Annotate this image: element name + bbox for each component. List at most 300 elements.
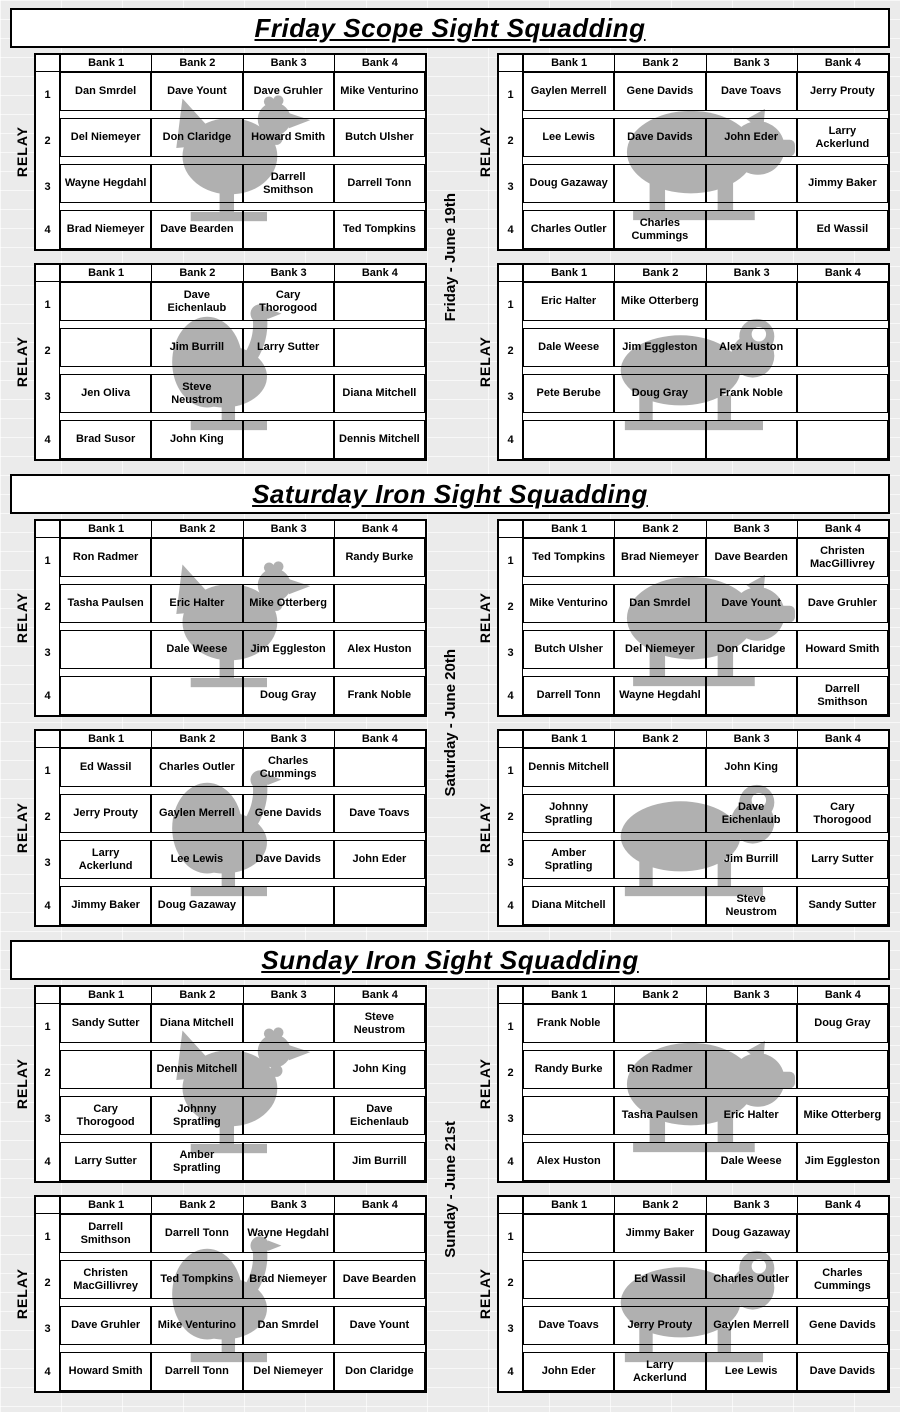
bank-header: Bank 1 <box>60 1197 151 1214</box>
shooter-cell <box>243 1142 334 1181</box>
squad-grid <box>499 987 888 1181</box>
shooter-cell: Butch Ulsher <box>523 630 614 669</box>
relay-number: 4 <box>36 1352 60 1391</box>
shooter-cell: Doug Gray <box>797 1004 888 1043</box>
shooter-cell <box>243 374 334 413</box>
shooter-cell: Sandy Sutter <box>797 886 888 925</box>
shooter-cell <box>334 748 425 787</box>
shooter-cell: Don Claridge <box>334 1352 425 1391</box>
shooter-cell <box>706 1050 797 1089</box>
relay-axis-label-text: RELAY <box>477 592 493 644</box>
bank-header: Bank 4 <box>797 987 888 1004</box>
row-gap <box>523 577 888 584</box>
shooter-cell: Darrell Smithson <box>60 1214 151 1253</box>
shooter-cell: Charles Outler <box>523 210 614 249</box>
shooter-cell: Eric Halter <box>523 282 614 321</box>
corner-cell <box>499 1197 523 1214</box>
bank-header: Bank 2 <box>614 521 705 538</box>
squad-table <box>497 53 890 251</box>
relay-axis-label <box>10 263 34 461</box>
relay-number: 1 <box>36 1214 60 1260</box>
row-gap <box>60 1135 425 1142</box>
row-gap <box>523 367 888 374</box>
corner-cell <box>36 265 60 282</box>
shooter-cell: Dan Smrdel <box>614 584 705 623</box>
row-gap <box>60 1043 425 1050</box>
shooter-cell: Ed Wassil <box>60 748 151 787</box>
shooter-cell <box>614 886 705 925</box>
shooter-cell: Diana Mitchell <box>151 1004 242 1043</box>
shooter-cell: Frank Noble <box>523 1004 614 1043</box>
section-title: Sunday Iron Sight Squadding <box>261 944 639 975</box>
shooter-cell <box>334 584 425 623</box>
bank-header: Bank 1 <box>523 987 614 1004</box>
squad-table-saturday-upper-left <box>10 519 427 717</box>
squad-table-sunday-upper-left <box>10 985 427 1183</box>
row-gap <box>523 1089 888 1096</box>
squad-table <box>497 985 890 1183</box>
row-gap <box>523 157 888 164</box>
row-gap <box>60 1089 425 1096</box>
relay-number: 1 <box>499 282 523 328</box>
relay-number: 2 <box>36 794 60 840</box>
shooter-cell: Jerry Prouty <box>60 794 151 833</box>
row-gap <box>523 321 888 328</box>
shooter-cell <box>706 210 797 249</box>
relay-axis-label-text: RELAY <box>14 336 30 388</box>
shooter-cell: Larry Ackerlund <box>797 118 888 157</box>
row-gap <box>523 833 888 840</box>
row-gap <box>523 111 888 118</box>
bank-header: Bank 4 <box>797 731 888 748</box>
relay-number: 1 <box>36 282 60 328</box>
shooter-cell: Dale Weese <box>523 328 614 367</box>
bank-header: Bank 1 <box>523 265 614 282</box>
row-gap <box>60 879 425 886</box>
section-title-banner <box>10 474 890 514</box>
shooter-cell: Jim Eggleston <box>797 1142 888 1181</box>
shooter-cell: Gene Davids <box>797 1306 888 1345</box>
shooter-cell: Dave Bearden <box>334 1260 425 1299</box>
shooter-cell: Mike Venturino <box>334 72 425 111</box>
shooter-cell: Del Niemeyer <box>60 118 151 157</box>
shooter-cell: Dave Toavs <box>334 794 425 833</box>
shooter-cell: Sandy Sutter <box>60 1004 151 1043</box>
row-gap <box>60 1345 425 1352</box>
shooter-cell: Randy Burke <box>523 1050 614 1089</box>
shooter-cell: Jimmy Baker <box>614 1214 705 1253</box>
shooter-cell: Howard Smith <box>60 1352 151 1391</box>
shooter-cell: Alex Huston <box>334 630 425 669</box>
corner-cell <box>499 521 523 538</box>
squad-table-saturday-lower-right <box>473 729 890 927</box>
bank-header: Bank 3 <box>243 521 334 538</box>
shooter-cell: Cary Thorogood <box>797 794 888 833</box>
shooter-cell <box>60 1050 151 1089</box>
relay-number: 2 <box>499 1260 523 1306</box>
shooter-cell <box>334 1214 425 1253</box>
shooter-cell <box>797 1050 888 1089</box>
shooter-cell: Dave Yount <box>151 72 242 111</box>
shooter-cell <box>797 1214 888 1253</box>
shooter-cell: Dave Gruhler <box>797 584 888 623</box>
shooter-cell: Dave Eichenlaub <box>151 282 242 321</box>
shooter-cell: Gaylen Merrell <box>523 72 614 111</box>
shooter-cell: Charles Cummings <box>797 1260 888 1299</box>
shooter-cell <box>797 328 888 367</box>
shooter-cell: John Eder <box>334 840 425 879</box>
corner-cell <box>36 987 60 1004</box>
shooter-cell: Dennis Mitchell <box>334 420 425 459</box>
shooter-cell <box>614 420 705 459</box>
relay-number: 3 <box>499 374 523 420</box>
shooter-cell: Darrell Smithson <box>797 676 888 715</box>
shooter-cell: Dave Davids <box>243 840 334 879</box>
section-body <box>10 519 890 927</box>
shooter-cell: Cary Thorogood <box>243 282 334 321</box>
corner-cell <box>499 55 523 72</box>
shooter-cell <box>706 164 797 203</box>
row-gap <box>60 111 425 118</box>
relay-axis-label-text: RELAY <box>477 126 493 178</box>
shooter-cell: Gene Davids <box>614 72 705 111</box>
bank-header: Bank 1 <box>523 731 614 748</box>
squad-table-friday-lower-right <box>473 263 890 461</box>
row-gap <box>523 1043 888 1050</box>
row-gap <box>523 787 888 794</box>
row-gap <box>60 413 425 420</box>
relay-number: 2 <box>499 794 523 840</box>
shooter-cell: Jimmy Baker <box>60 886 151 925</box>
shooter-cell: Jim Eggleston <box>243 630 334 669</box>
shooter-cell: Steve Neustrom <box>706 886 797 925</box>
squad-table <box>34 53 427 251</box>
section-saturday <box>10 474 890 927</box>
shooter-cell: Wayne Hegdahl <box>614 676 705 715</box>
shooter-cell <box>243 1096 334 1135</box>
squad-grid <box>36 731 425 925</box>
section-sunday <box>10 940 890 1393</box>
squad-table <box>34 985 427 1183</box>
corner-cell <box>499 265 523 282</box>
bank-header: Bank 1 <box>60 55 151 72</box>
relay-number: 1 <box>499 538 523 584</box>
squad-grid <box>36 987 425 1181</box>
date-strip <box>427 53 473 461</box>
shooter-cell: Jerry Prouty <box>797 72 888 111</box>
bank-header: Bank 3 <box>706 1197 797 1214</box>
row-gap <box>60 157 425 164</box>
bank-header: Bank 2 <box>614 731 705 748</box>
bank-header: Bank 3 <box>706 731 797 748</box>
date-strip <box>427 519 473 927</box>
shooter-cell: Dave Gruhler <box>243 72 334 111</box>
row-gap <box>523 1345 888 1352</box>
squad-table <box>34 1195 427 1393</box>
row-gap <box>523 1253 888 1260</box>
bank-header: Bank 3 <box>706 521 797 538</box>
relay-number: 2 <box>36 584 60 630</box>
right-table-column <box>473 53 890 461</box>
shooter-cell: Dennis Mitchell <box>523 748 614 787</box>
shooter-cell <box>614 794 705 833</box>
relay-number: 2 <box>36 1050 60 1096</box>
squad-grid <box>36 1197 425 1391</box>
shooter-cell <box>334 282 425 321</box>
shooter-cell: Doug Gazaway <box>523 164 614 203</box>
relay-number: 4 <box>36 676 60 715</box>
shooter-cell: Jen Oliva <box>60 374 151 413</box>
relay-number: 2 <box>499 1050 523 1096</box>
relay-number: 2 <box>499 328 523 374</box>
shooter-cell: John King <box>706 748 797 787</box>
section-title: Friday Scope Sight Squadding <box>254 12 646 43</box>
relay-number: 3 <box>499 164 523 210</box>
relay-number: 1 <box>36 748 60 794</box>
row-gap <box>60 203 425 210</box>
shooter-cell: Butch Ulsher <box>334 118 425 157</box>
bank-header: Bank 4 <box>334 731 425 748</box>
relay-number: 3 <box>499 1306 523 1352</box>
shooter-cell: Ted Tompkins <box>523 538 614 577</box>
shooter-cell <box>60 282 151 321</box>
shooter-cell <box>797 374 888 413</box>
relay-axis-label-text: RELAY <box>14 592 30 644</box>
shooter-cell: Jim Burrill <box>151 328 242 367</box>
shooter-cell: Jimmy Baker <box>797 164 888 203</box>
left-table-column <box>10 985 427 1393</box>
shooter-cell: Howard Smith <box>797 630 888 669</box>
squad-grid <box>36 55 425 249</box>
shooter-cell: Darrell Tonn <box>334 164 425 203</box>
corner-cell <box>499 987 523 1004</box>
bank-header: Bank 2 <box>614 1197 705 1214</box>
shooter-cell: Charles Cummings <box>614 210 705 249</box>
relay-axis-label <box>10 729 34 927</box>
shooter-cell: Darrell Tonn <box>523 676 614 715</box>
shooter-cell: Dave Davids <box>614 118 705 157</box>
left-table-column <box>10 519 427 927</box>
shooter-cell <box>243 210 334 249</box>
relay-number: 2 <box>36 118 60 164</box>
bank-header: Bank 4 <box>797 55 888 72</box>
relay-axis-label <box>473 985 497 1183</box>
row-gap <box>60 367 425 374</box>
shooter-cell: Mike Otterberg <box>243 584 334 623</box>
relay-axis-label <box>473 263 497 461</box>
shooter-cell: Mike Venturino <box>523 584 614 623</box>
row-gap <box>60 1253 425 1260</box>
squad-table <box>497 1195 890 1393</box>
shooter-cell: Charles Outler <box>706 1260 797 1299</box>
shooter-cell: Johnny Spratling <box>523 794 614 833</box>
section-title: Saturday Iron Sight Squadding <box>252 478 648 509</box>
relay-number: 3 <box>499 630 523 676</box>
bank-header: Bank 1 <box>60 265 151 282</box>
shooter-cell: Del Niemeyer <box>243 1352 334 1391</box>
shooter-cell: Larry Ackerlund <box>60 840 151 879</box>
shooter-cell: Ted Tompkins <box>334 210 425 249</box>
bank-header: Bank 2 <box>151 521 242 538</box>
shooter-cell: Wayne Hegdahl <box>243 1214 334 1253</box>
shooter-cell: Ron Radmer <box>614 1050 705 1089</box>
shooter-cell: Dale Weese <box>151 630 242 669</box>
shooter-cell: Doug Gazaway <box>151 886 242 925</box>
shooter-cell: Jim Burrill <box>334 1142 425 1181</box>
shooter-cell: Dale Weese <box>706 1142 797 1181</box>
shooter-cell: Brad Niemeyer <box>243 1260 334 1299</box>
squad-grid <box>499 265 888 459</box>
shooter-cell <box>614 164 705 203</box>
squad-table-sunday-upper-right <box>473 985 890 1183</box>
date-strip <box>427 985 473 1393</box>
relay-axis-label-text: RELAY <box>14 802 30 854</box>
shooter-cell: Dave Toavs <box>523 1306 614 1345</box>
bank-header: Bank 4 <box>334 987 425 1004</box>
squad-table-saturday-lower-left <box>10 729 427 927</box>
squad-table-sunday-lower-left <box>10 1195 427 1393</box>
shooter-cell <box>614 1142 705 1181</box>
shooter-cell <box>797 282 888 321</box>
shooter-cell <box>523 1214 614 1253</box>
bank-header: Bank 1 <box>60 731 151 748</box>
relay-number: 2 <box>499 118 523 164</box>
relay-axis-label <box>473 729 497 927</box>
squad-table <box>34 263 427 461</box>
shooter-cell: Gene Davids <box>243 794 334 833</box>
relay-number: 2 <box>36 328 60 374</box>
row-gap <box>523 623 888 630</box>
row-gap <box>60 787 425 794</box>
shooter-cell: Alex Huston <box>706 328 797 367</box>
shooter-cell <box>60 630 151 669</box>
relay-number: 1 <box>499 1004 523 1050</box>
shooter-cell: Alex Huston <box>523 1142 614 1181</box>
squad-grid <box>499 1197 888 1391</box>
squad-table-saturday-upper-right <box>473 519 890 717</box>
shooter-cell: Lee Lewis <box>523 118 614 157</box>
shooter-cell <box>523 420 614 459</box>
shooter-cell: Dave Bearden <box>706 538 797 577</box>
relay-number: 4 <box>499 1352 523 1391</box>
shooter-cell <box>523 1096 614 1135</box>
relay-axis-label-text: RELAY <box>477 1058 493 1110</box>
shooter-cell: Gaylen Merrell <box>151 794 242 833</box>
bank-header: Bank 3 <box>706 265 797 282</box>
relay-number: 3 <box>36 1306 60 1352</box>
relay-axis-label <box>10 985 34 1183</box>
relay-number: 4 <box>499 886 523 925</box>
relay-axis-label <box>473 1195 497 1393</box>
relay-number: 4 <box>499 420 523 459</box>
shooter-cell <box>60 676 151 715</box>
squad-table <box>34 519 427 717</box>
shooter-cell: Jerry Prouty <box>614 1306 705 1345</box>
shooter-cell: Christen MacGillivrey <box>60 1260 151 1299</box>
bank-header: Bank 3 <box>243 731 334 748</box>
shooter-cell: Ed Wassil <box>797 210 888 249</box>
shooter-cell: Don Claridge <box>706 630 797 669</box>
relay-axis-label <box>473 53 497 251</box>
shooter-cell: Charles Outler <box>151 748 242 787</box>
shooter-cell: Brad Niemeyer <box>60 210 151 249</box>
shooter-cell: Dave Toavs <box>706 72 797 111</box>
relay-axis-label <box>10 519 34 717</box>
relay-axis-label-text: RELAY <box>477 1268 493 1320</box>
shooter-cell: Dave Yount <box>334 1306 425 1345</box>
bank-header: Bank 3 <box>706 55 797 72</box>
bank-header: Bank 3 <box>243 987 334 1004</box>
bank-header: Bank 1 <box>60 987 151 1004</box>
shooter-cell: Frank Noble <box>706 374 797 413</box>
shooter-cell: Charles Cummings <box>243 748 334 787</box>
section-body <box>10 53 890 461</box>
squad-table <box>497 729 890 927</box>
right-table-column <box>473 985 890 1393</box>
shooter-cell: Darrell Smithson <box>243 164 334 203</box>
squad-table-friday-lower-left <box>10 263 427 461</box>
squad-table-sunday-lower-right <box>473 1195 890 1393</box>
shooter-cell: John Eder <box>523 1352 614 1391</box>
corner-cell <box>36 1197 60 1214</box>
relay-number: 4 <box>499 676 523 715</box>
row-gap <box>523 203 888 210</box>
row-gap <box>60 321 425 328</box>
shooter-cell: Steve Neustrom <box>151 374 242 413</box>
shooter-cell <box>706 420 797 459</box>
shooter-cell <box>243 1050 334 1089</box>
relay-number: 3 <box>499 1096 523 1142</box>
row-gap <box>60 833 425 840</box>
shooter-cell <box>797 420 888 459</box>
section-title-banner <box>10 8 890 48</box>
bank-header: Bank 4 <box>797 521 888 538</box>
squad-table <box>34 729 427 927</box>
shooter-cell: Diana Mitchell <box>334 374 425 413</box>
corner-cell <box>36 55 60 72</box>
shooter-cell <box>151 676 242 715</box>
shooter-cell <box>523 1260 614 1299</box>
squad-grid <box>36 265 425 459</box>
squad-grid <box>499 731 888 925</box>
shooter-cell: Dan Smrdel <box>60 72 151 111</box>
shooter-cell: Jim Burrill <box>706 840 797 879</box>
shooter-cell: John Eder <box>706 118 797 157</box>
relay-number: 2 <box>499 584 523 630</box>
bank-header: Bank 1 <box>60 521 151 538</box>
row-gap <box>523 1299 888 1306</box>
relay-number: 3 <box>499 840 523 886</box>
shooter-cell: Larry Sutter <box>60 1142 151 1181</box>
row-gap <box>523 413 888 420</box>
shooter-cell: Ted Tompkins <box>151 1260 242 1299</box>
bank-header: Bank 3 <box>243 55 334 72</box>
row-gap <box>60 1299 425 1306</box>
left-table-column <box>10 53 427 461</box>
corner-cell <box>36 521 60 538</box>
section-title-banner <box>10 940 890 980</box>
shooter-cell: Lee Lewis <box>706 1352 797 1391</box>
bank-header: Bank 4 <box>334 265 425 282</box>
bank-header: Bank 3 <box>243 1197 334 1214</box>
relay-number: 4 <box>36 420 60 459</box>
shooter-cell: Randy Burke <box>334 538 425 577</box>
bank-header: Bank 1 <box>523 521 614 538</box>
relay-number: 3 <box>36 1096 60 1142</box>
relay-number: 1 <box>499 1214 523 1260</box>
shooter-cell <box>334 886 425 925</box>
relay-axis-label <box>473 519 497 717</box>
